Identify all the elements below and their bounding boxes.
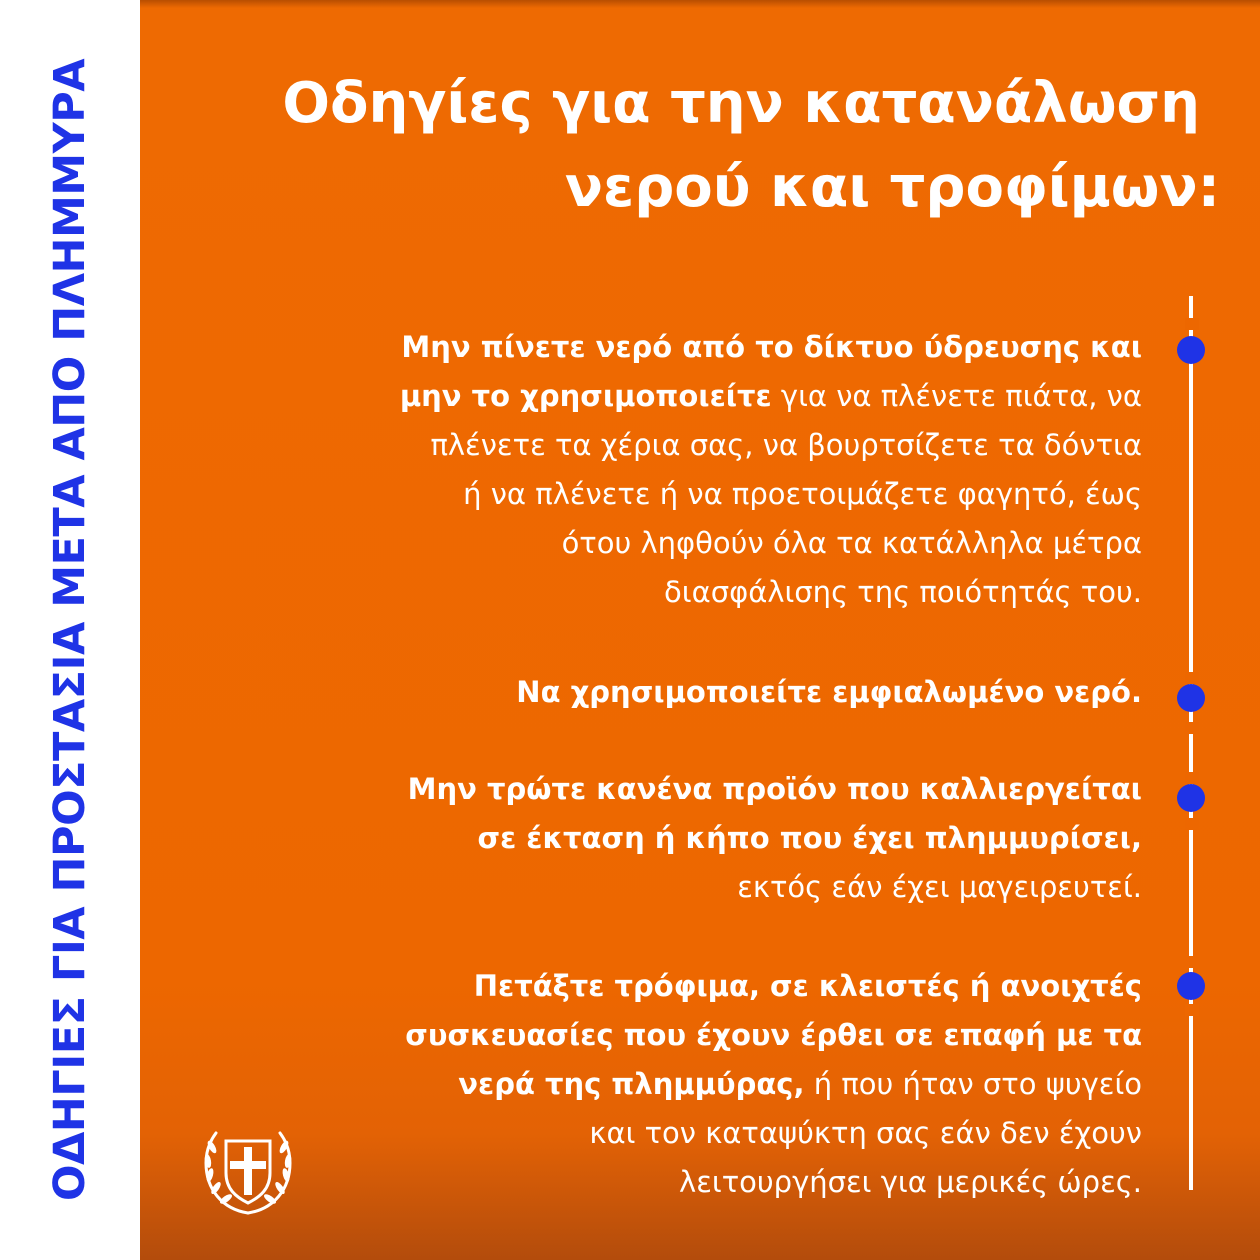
instruction-line: Να χρησιμοποιείτε εμφιαλωμένο νερό. — [516, 675, 1142, 709]
timeline-gap — [1185, 772, 1199, 784]
timeline-gap — [1185, 318, 1199, 330]
timeline-dot — [1177, 972, 1205, 1000]
instruction-line: Πετάξτε τρόφιμα, σε κλειστές ή ανοιχτές — [473, 969, 1142, 1003]
instruction-line: πλένετε τα χέρια σας, να βουρτσίζετε τα δόντια — [430, 428, 1142, 462]
page-title — [200, 62, 1220, 230]
content-panel — [140, 0, 1260, 1260]
instruction-line: σε έκταση ή κήπο που έχει πλημμυρίσει, — [477, 821, 1142, 855]
timeline-gap — [1185, 722, 1199, 734]
sidebar-title: ΟΔΗΓΙΕΣ ΓΙΑ ΠΡΟΣΤΑΣΙΑ ΜΕΤΑ ΑΠΟ ΠΛΗΜΜΥΡΑ — [45, 58, 95, 1202]
timeline-dot — [1177, 684, 1205, 712]
instruction-line: διασφάλισης της ποιότητάς του. — [664, 575, 1142, 609]
instruction-line: συσκευασίες που έχουν έρθει σε επαφή με τα — [405, 1018, 1142, 1052]
instruction-item — [242, 765, 1142, 912]
instruction-line: μην το χρησιμοποιείτε για να πλένετε πιάτα, να — [399, 379, 1142, 413]
instruction-line: νερά της πλημμύρας, ή που ήταν στο ψυγείο — [458, 1067, 1142, 1101]
timeline-dot — [1177, 784, 1205, 812]
timeline-gap — [1185, 1004, 1199, 1016]
top-shadow — [140, 0, 1260, 8]
timeline-line — [1189, 296, 1195, 1190]
timeline-gap — [1185, 818, 1199, 830]
instruction-line: ή να πλένετε ή να προετοιμάζετε φαγητό, έως — [463, 477, 1142, 511]
instruction-item — [242, 962, 1142, 1207]
instruction-item — [242, 668, 1142, 717]
page-title-line-1: Οδηγίες για την κατανάλωση — [282, 71, 1200, 136]
sidebar — [0, 0, 140, 1260]
timeline-dot — [1177, 336, 1205, 364]
greek-coat-of-arms-icon — [194, 1117, 302, 1225]
timeline-gap — [1185, 956, 1199, 968]
instruction-line: λειτουργήσει για μερικές ώρες. — [679, 1165, 1142, 1199]
instruction-line: Μην τρώτε κανένα προϊόν που καλλιεργείται — [407, 772, 1142, 806]
instruction-item — [242, 323, 1142, 617]
instruction-line: και τον καταψύκτη σας εάν δεν έχουν — [589, 1116, 1142, 1150]
page-title-line-2: νερού και τροφίμων: — [564, 155, 1220, 220]
instruction-line: εκτός εάν έχει μαγειρευτεί. — [737, 870, 1142, 904]
instruction-line: ότου ληφθούν όλα τα κατάλληλα μέτρα — [561, 526, 1142, 560]
instruction-line: Μην πίνετε νερό από το δίκτυο ύδρευσης και — [401, 330, 1142, 364]
timeline-gap — [1185, 672, 1199, 684]
